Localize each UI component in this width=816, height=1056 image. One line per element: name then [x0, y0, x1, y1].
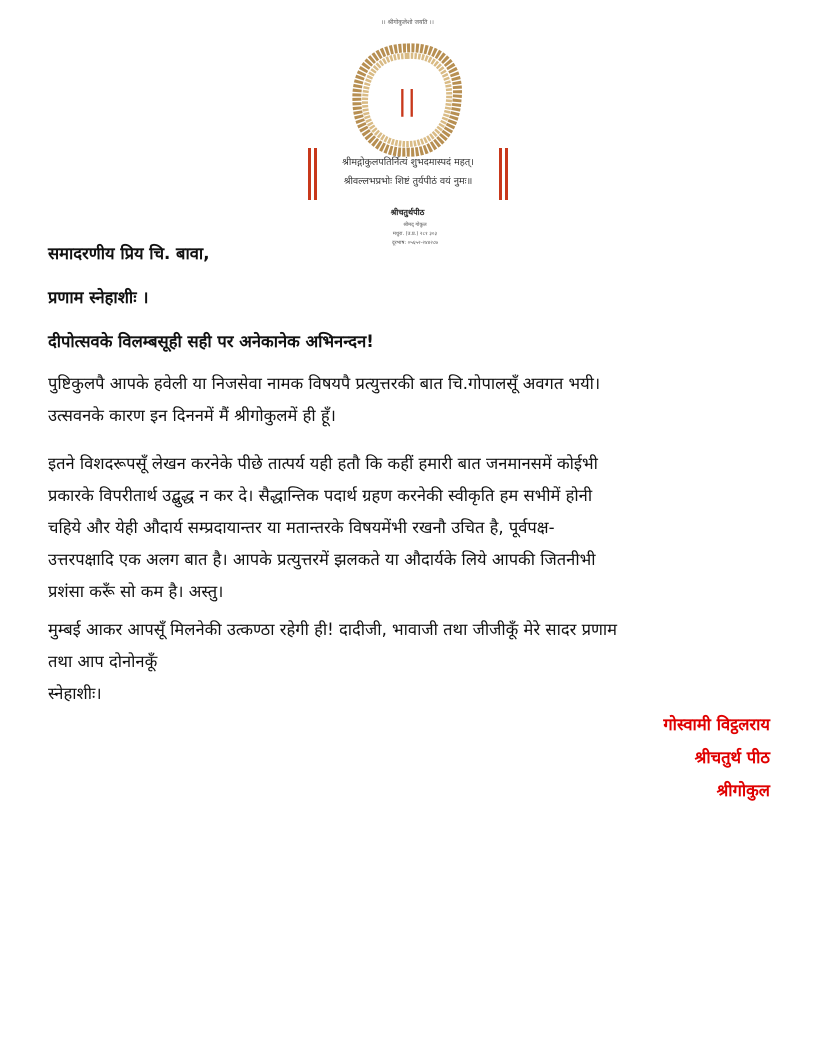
couplet-box: [308, 148, 508, 200]
paragraph-line: पुष्टिकुलपै आपके हवेली या निजसेवा नामक विषयपै प्रत्युत्तरकी बात चि.गोपालसूँ अवगत भयी।: [48, 374, 601, 393]
address-line: श्रीमद् गोकुल: [403, 222, 427, 228]
address-line: मथुरा. (उ.प्र.) २८१ ३०३: [392, 231, 438, 237]
address-line: दूरभाष: ०५६५२-२४४२८७: [391, 240, 439, 246]
paragraph-line: इतने विशदरूपसूँ लेखन करनेके पीछे तात्पर्य यही हतौ कि कहीं हमारी बात जनमानसमें कोईभी: [48, 454, 598, 473]
paragraph-3: [48, 614, 772, 710]
greeting: प्रणाम स्नेहाशीः ।: [48, 288, 149, 307]
letterhead: [300, 14, 515, 250]
congratulations-line: दीपोत्सवके विलम्बसूही सही पर अनेकानेक अभिनन्दन!: [48, 332, 374, 351]
couplet-line: श्रीवल्लभप्रभोः शिष्टं तुर्यपीठं वयं नुमः॥: [343, 176, 473, 187]
paragraph-line: चहिये और येही औदार्य सम्प्रदायान्तर या मतान्तरके विषयमेंभी रखनौ उचित है, पूर्वपक्ष-: [48, 518, 555, 537]
couplet-line: श्रीमद्गोकुलपतिर्नित्यं शुभदमास्पदं महत्।: [342, 157, 474, 168]
paragraph-2: [48, 448, 772, 608]
peeth-name: श्रीचतुर्थपीठ: [390, 208, 425, 217]
signature-name: गोस्वामी विट्ठलराय: [663, 715, 770, 734]
signature-place: श्रीगोकुल: [716, 781, 770, 800]
signature-title: श्रीचतुर्थ पीठ: [694, 748, 770, 767]
paragraph-1: [48, 368, 772, 432]
paragraph-line: उत्सवनके कारण इन दिननमें मैं श्रीगोकुलमें ही हूँ।: [48, 406, 336, 425]
paragraph-line: तथा आप दोनोनकूँ: [48, 652, 158, 671]
paragraph-line: प्रशंसा करूँ सो कम है। अस्तु।: [48, 582, 224, 601]
paragraph-line: स्नेहाशीः।: [48, 684, 102, 703]
salutation: समादरणीय प्रिय चि. बावा,: [48, 244, 210, 263]
mala-center-mark: ||: [397, 84, 417, 117]
paragraph-line: मुम्बई आकर आपसूँ मिलनेकी उत्कण्ठा रहेगी ही! दादीजी, भावाजी तथा जीजीकूँ मेरे सादर प्रणाम: [48, 620, 618, 639]
rosary-mala-icon: [347, 40, 467, 160]
paragraph-line: प्रकारके विपरीतार्थ उद्बुद्ध न कर दे। सैद्धान्तिक पदार्थ ग्रहण करनेकी स्वीकृति हम सभीमें होनी: [48, 486, 593, 505]
paragraph-line: उत्तरपक्षादि एक अलग बात है। आपके प्रत्युत्तरमें झलकते या औदार्यके लिये आपकी जितनीभी: [48, 550, 596, 569]
letterhead-invocation: ।। श्रीगोकुलेशो जयति ।।: [381, 19, 434, 26]
